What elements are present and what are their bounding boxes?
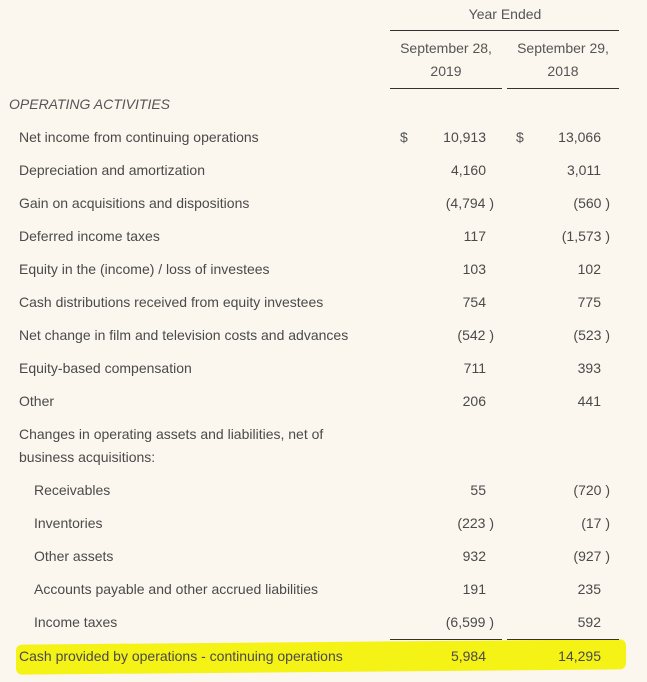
- row-label: Gain on acquisitions and dispositions: [19, 195, 250, 211]
- row-label: Depreciation and amortization: [19, 162, 205, 178]
- value-2018: (927 ): [573, 548, 610, 564]
- value-2018: 775: [577, 294, 601, 310]
- value-2018: (17 ): [581, 515, 610, 531]
- value-2019: 117: [463, 228, 486, 244]
- col-2019-header-rule: [390, 88, 502, 89]
- changes-label-line2: business acquisitions:: [19, 449, 156, 465]
- value-2018: (523 ): [573, 327, 610, 343]
- currency-symbol: $: [400, 129, 408, 145]
- row-label: Receivables: [34, 482, 111, 498]
- value-2019: 206: [462, 393, 486, 409]
- row-label: Deferred income taxes: [19, 228, 160, 244]
- value-2019: (4,794 ): [445, 195, 494, 211]
- year-ended-header: Year Ended: [468, 6, 542, 22]
- row-label: Net income from continuing operations: [19, 129, 259, 145]
- total-value-2018: 14,295: [558, 648, 601, 664]
- value-2019: 103: [462, 261, 486, 277]
- value-2019: 711: [463, 360, 486, 376]
- total-label: Cash provided by operations - continuing operations: [19, 648, 343, 664]
- row-label: Other: [19, 393, 55, 409]
- col-2018-header-rule: [507, 88, 619, 89]
- value-2019: 10,913: [443, 129, 486, 145]
- value-2018: 13,066: [558, 129, 601, 145]
- row-label: Equity in the (income) / loss of investees: [19, 261, 270, 277]
- value-2019: (6,599 ): [445, 614, 494, 630]
- value-2018: 102: [577, 261, 601, 277]
- value-2018: 3,011: [567, 162, 601, 178]
- subtotal-rule-2019: [390, 639, 502, 640]
- subtotal-rule-2018: [507, 639, 619, 640]
- value-2018: (720 ): [573, 482, 610, 498]
- row-label: Net change in film and television costs and advances: [19, 327, 349, 343]
- header-rule-top: [390, 30, 619, 31]
- col-2019-header-line2: 2019: [430, 63, 462, 79]
- section-title: OPERATING ACTIVITIES: [9, 96, 171, 112]
- col-2018-header-line1: September 29,: [517, 40, 609, 56]
- value-2018: 441: [577, 393, 601, 409]
- col-2019-header-line1: September 28,: [400, 40, 492, 56]
- row-label: Inventories: [34, 515, 103, 531]
- value-2018: (1,573 ): [561, 228, 610, 244]
- value-2019: 754: [462, 294, 486, 310]
- row-label: Other assets: [34, 548, 114, 564]
- row-label: Accounts payable and other accrued liabilities: [34, 581, 319, 597]
- value-2019: 191: [462, 581, 486, 597]
- value-2019: (223 ): [457, 515, 494, 531]
- col-2018-header-line2: 2018: [547, 63, 579, 79]
- value-2019: 932: [462, 548, 486, 564]
- value-2019: 55: [470, 482, 486, 498]
- changes-label-line1: Changes in operating assets and liabilities, net of: [19, 426, 324, 442]
- row-label: Income taxes: [34, 614, 118, 630]
- value-2018: 592: [577, 614, 601, 630]
- value-2018: 235: [577, 581, 601, 597]
- row-label: Cash distributions received from equity investees: [19, 294, 324, 310]
- value-2019: 4,160: [450, 162, 486, 178]
- total-value-2019: 5,984: [450, 648, 486, 664]
- value-2018: (560 ): [573, 195, 610, 211]
- value-2018: 393: [577, 360, 601, 376]
- value-2019: (542 ): [457, 327, 494, 343]
- row-label: Equity-based compensation: [19, 360, 192, 376]
- currency-symbol: $: [516, 129, 524, 145]
